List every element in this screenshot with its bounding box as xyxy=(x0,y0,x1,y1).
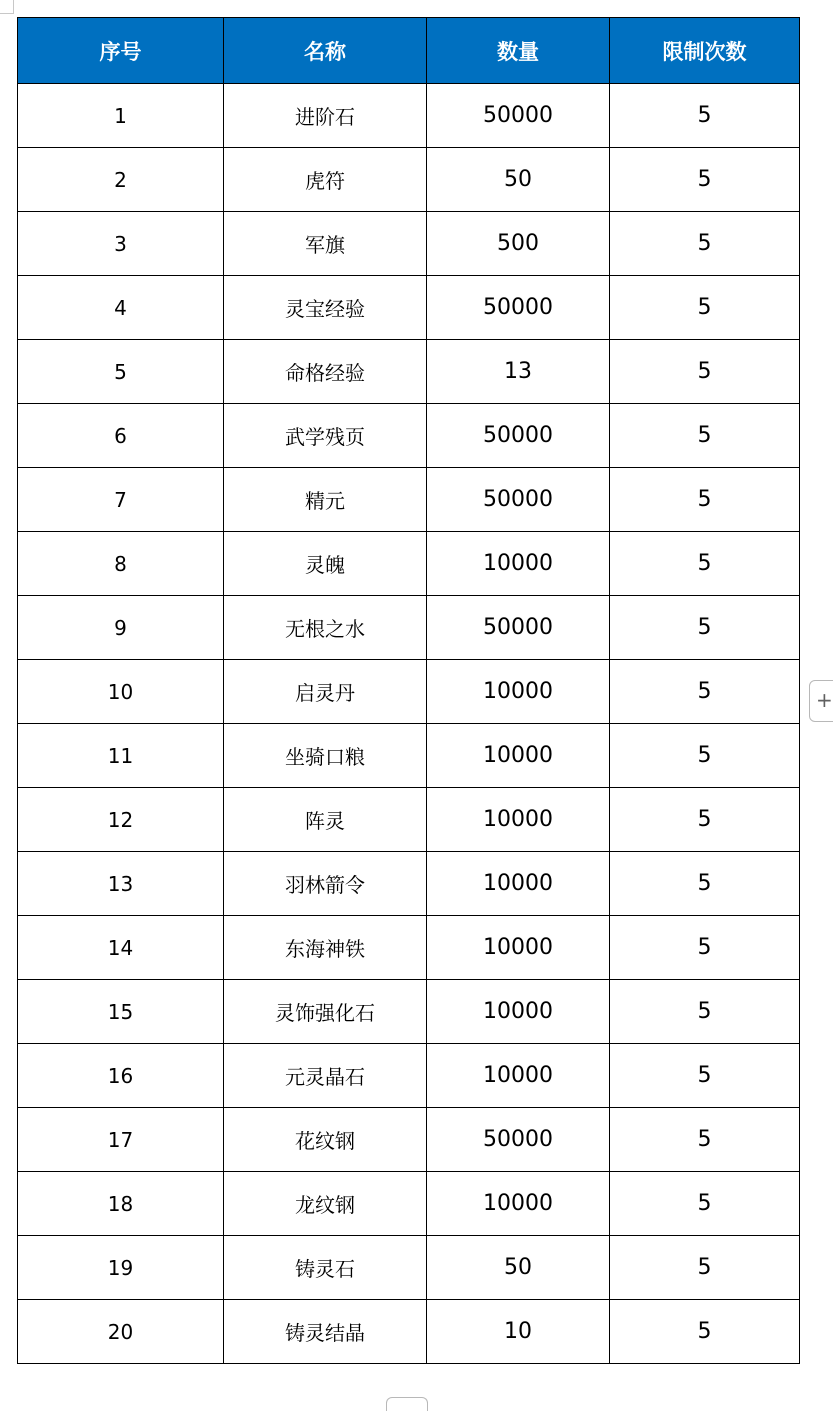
table-row xyxy=(18,212,800,276)
cell-limit[interactable]: 5 xyxy=(610,84,800,148)
cell-quantity[interactable]: 50 xyxy=(427,1236,610,1300)
cell-quantity[interactable]: 50000 xyxy=(427,1108,610,1172)
cell-no[interactable]: 6 xyxy=(18,404,224,468)
cell-limit[interactable]: 5 xyxy=(610,1108,800,1172)
cell-no[interactable]: 12 xyxy=(18,788,224,852)
cell-limit[interactable]: 5 xyxy=(610,212,800,276)
table-row xyxy=(18,148,800,212)
cell-limit[interactable]: 5 xyxy=(610,404,800,468)
cell-name[interactable]: 精元 xyxy=(224,468,427,532)
cell-no[interactable]: 11 xyxy=(18,724,224,788)
cell-name[interactable]: 坐骑口粮 xyxy=(224,724,427,788)
table-row xyxy=(18,980,800,1044)
cell-no[interactable]: 15 xyxy=(18,980,224,1044)
table-row xyxy=(18,788,800,852)
cell-name[interactable]: 灵魄 xyxy=(224,532,427,596)
cell-no[interactable]: 9 xyxy=(18,596,224,660)
cell-quantity[interactable]: 10 xyxy=(427,1300,610,1364)
cell-quantity[interactable]: 10000 xyxy=(427,788,610,852)
cell-name[interactable]: 羽林箭令 xyxy=(224,852,427,916)
cell-no[interactable]: 5 xyxy=(18,340,224,404)
cell-quantity[interactable]: 10000 xyxy=(427,852,610,916)
table-row xyxy=(18,852,800,916)
table-row xyxy=(18,532,800,596)
cell-no[interactable]: 13 xyxy=(18,852,224,916)
cell-no[interactable]: 1 xyxy=(18,84,224,148)
cell-quantity[interactable]: 10000 xyxy=(427,660,610,724)
cell-limit[interactable]: 5 xyxy=(610,852,800,916)
cell-name[interactable]: 命格经验 xyxy=(224,340,427,404)
column-header-no[interactable]: 序号 xyxy=(18,18,224,84)
cell-quantity[interactable]: 10000 xyxy=(427,916,610,980)
table-header-row xyxy=(18,18,800,84)
cell-limit[interactable]: 5 xyxy=(610,468,800,532)
cell-limit[interactable]: 5 xyxy=(610,276,800,340)
cell-quantity[interactable]: 10000 xyxy=(427,724,610,788)
cell-quantity[interactable]: 50000 xyxy=(427,84,610,148)
table-row xyxy=(18,468,800,532)
cell-limit[interactable]: 5 xyxy=(610,916,800,980)
table-row xyxy=(18,1236,800,1300)
cell-no[interactable]: 19 xyxy=(18,1236,224,1300)
cell-no[interactable]: 4 xyxy=(18,276,224,340)
cell-name[interactable]: 虎符 xyxy=(224,148,427,212)
table-row xyxy=(18,1044,800,1108)
cell-name[interactable]: 花纹钢 xyxy=(224,1108,427,1172)
column-header-limit[interactable]: 限制次数 xyxy=(610,18,800,84)
cell-name[interactable]: 进阶石 xyxy=(224,84,427,148)
cell-quantity[interactable]: 50000 xyxy=(427,468,610,532)
cell-name[interactable]: 铸灵石 xyxy=(224,1236,427,1300)
cell-name[interactable]: 军旗 xyxy=(224,212,427,276)
cell-limit[interactable]: 5 xyxy=(610,532,800,596)
cell-quantity[interactable]: 10000 xyxy=(427,532,610,596)
cell-limit[interactable]: 5 xyxy=(610,1172,800,1236)
cell-quantity[interactable]: 10000 xyxy=(427,980,610,1044)
cell-name[interactable]: 铸灵结晶 xyxy=(224,1300,427,1364)
cell-no[interactable]: 10 xyxy=(18,660,224,724)
add-row-button[interactable] xyxy=(809,680,833,722)
cell-no[interactable]: 17 xyxy=(18,1108,224,1172)
items-table xyxy=(17,17,800,1364)
cell-quantity[interactable]: 50000 xyxy=(427,596,610,660)
cell-quantity[interactable]: 50000 xyxy=(427,276,610,340)
cell-limit[interactable]: 5 xyxy=(610,596,800,660)
cell-limit[interactable]: 5 xyxy=(610,1300,800,1364)
cell-quantity[interactable]: 10000 xyxy=(427,1044,610,1108)
table-row xyxy=(18,404,800,468)
table-row xyxy=(18,660,800,724)
add-column-button[interactable] xyxy=(386,1397,428,1411)
table-select-handle[interactable] xyxy=(0,0,14,14)
table-row xyxy=(18,1300,800,1364)
plus-icon: + xyxy=(816,688,833,712)
cell-no[interactable]: 3 xyxy=(18,212,224,276)
cell-name[interactable]: 龙纹钢 xyxy=(224,1172,427,1236)
cell-name[interactable]: 无根之水 xyxy=(224,596,427,660)
cell-quantity[interactable]: 10000 xyxy=(427,1172,610,1236)
cell-limit[interactable]: 5 xyxy=(610,148,800,212)
table-row xyxy=(18,84,800,148)
column-header-name[interactable]: 名称 xyxy=(224,18,427,84)
cell-name[interactable]: 灵宝经验 xyxy=(224,276,427,340)
table-row xyxy=(18,916,800,980)
cell-limit[interactable]: 5 xyxy=(610,724,800,788)
cell-no[interactable]: 20 xyxy=(18,1300,224,1364)
cell-no[interactable]: 16 xyxy=(18,1044,224,1108)
cell-limit[interactable]: 5 xyxy=(610,980,800,1044)
cell-limit[interactable]: 5 xyxy=(610,788,800,852)
table-body xyxy=(18,84,800,1364)
table-row xyxy=(18,724,800,788)
cell-name[interactable]: 元灵晶石 xyxy=(224,1044,427,1108)
cell-no[interactable]: 7 xyxy=(18,468,224,532)
cell-no[interactable]: 2 xyxy=(18,148,224,212)
cell-name[interactable]: 东海神铁 xyxy=(224,916,427,980)
cell-name[interactable]: 启灵丹 xyxy=(224,660,427,724)
cell-name[interactable]: 武学残页 xyxy=(224,404,427,468)
cell-name[interactable]: 阵灵 xyxy=(224,788,427,852)
cell-name[interactable]: 灵饰强化石 xyxy=(224,980,427,1044)
table-row xyxy=(18,596,800,660)
cell-limit[interactable]: 5 xyxy=(610,660,800,724)
cell-no[interactable]: 18 xyxy=(18,1172,224,1236)
cell-no[interactable]: 8 xyxy=(18,532,224,596)
column-header-quantity[interactable]: 数量 xyxy=(427,18,610,84)
cell-quantity[interactable]: 13 xyxy=(427,340,610,404)
cell-quantity[interactable]: 50 xyxy=(427,148,610,212)
cell-quantity[interactable]: 50000 xyxy=(427,404,610,468)
table-row xyxy=(18,1172,800,1236)
cell-limit[interactable]: 5 xyxy=(610,1236,800,1300)
cell-limit[interactable]: 5 xyxy=(610,340,800,404)
table-row xyxy=(18,276,800,340)
cell-limit[interactable]: 5 xyxy=(610,1044,800,1108)
table-row xyxy=(18,340,800,404)
table-row xyxy=(18,1108,800,1172)
cell-no[interactable]: 14 xyxy=(18,916,224,980)
cell-quantity[interactable]: 500 xyxy=(427,212,610,276)
